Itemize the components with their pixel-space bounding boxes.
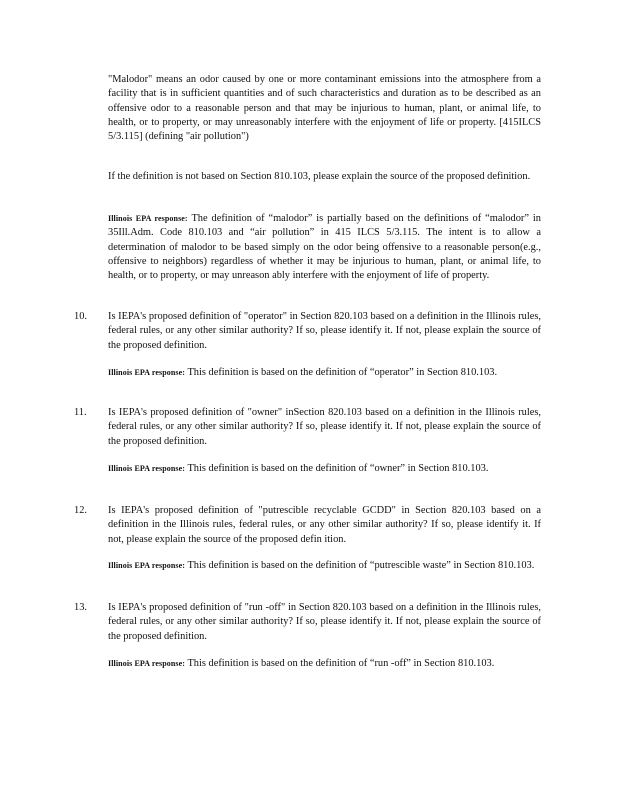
response-label: Illinois EPA response: [108, 214, 188, 223]
item-response [108, 462, 541, 476]
response-label: Illinois EPA response: [108, 561, 186, 570]
response-text: This definition is based on the definition of “operator” in Section 810.103. [187, 367, 498, 378]
item-question: Is IEPA's proposed definition of "operator" in Section 820.103 based on a definition in the Illinois rules, federal rules, or any other similar authority? If so, please identify it. If not, please explain the source of the proposed definition. [108, 311, 541, 351]
item-response [108, 366, 541, 380]
response-label: Illinois EPA response: [108, 368, 186, 377]
item-number: 13. [74, 602, 87, 613]
item-question: Is IEPA's proposed definition of "run -off" in Section 820.103 based on a definition in the Illinois rules, federal rules, or any other similar authority? If so, please identify it. If not, please explain the source of the proposed definition. [108, 602, 541, 642]
item-response [108, 559, 541, 573]
item-response [108, 657, 541, 671]
item-number: 10. [74, 311, 87, 322]
response-text: The definition of “malodor” is partially based on the definitions of “malodor” in 35Ill.Adm. Code 810.103 and “air pollution” in 415 ILCS 5/3.115. The intent is to allow a determination of malodor to be based simply on the odor being offensive to a reasonable person(e.g., offensive to neighbors) regardless of whether it may be injurious to human, plant, or animal life, to health, or to property, or may unreason ably interfere with the enjoyment of life of property. [108, 213, 542, 282]
item-question: Is IEPA's proposed definition of "putrescible recyclable GCDD" in Section 820.103 based on a definition in the Illinois rules, federal rules, or any other similar authority? If so, please identify it. If not, please explain the source of the proposed defin ition. [108, 505, 541, 545]
malodor-definition: "Malodor" means an odor caused by one or more contaminant emissions into the atmosphere from a facility that is in sufficient quantities and of such characteristics and duration as to be described as an offensive odor to a reasonable person and that may be injurious to human, plant, or animal life, to health, or to property, or may unreasonably interfere with the enjoyment of life or property. [415ILCS 5/3.115] (defining "air pollution") [108, 74, 541, 143]
response-text: This definition is based on the definition of “run -off” in Section 810.103. [187, 658, 495, 669]
response-text: This definition is based on the definition of “putrescible waste” in Section 810.103. [187, 560, 535, 571]
response-text: This definition is based on the definition of “owner” in Section 810.103. [187, 463, 489, 474]
intro-question: If the definition is not based on Section 810.103, please explain the source of the proposed definition. [108, 171, 531, 182]
item-number: 11. [74, 407, 87, 418]
item-number: 12. [74, 505, 87, 516]
response-label: Illinois EPA response: [108, 464, 186, 473]
intro-response [108, 212, 541, 283]
item-question: Is IEPA's proposed definition of "owner" inSection 820.103 based on a definition in the Illinois rules, federal rules, or any other similar authority? If so, please identify it. If not, please explain the source of the proposed definition. [108, 407, 541, 447]
response-label: Illinois EPA response: [108, 659, 186, 668]
